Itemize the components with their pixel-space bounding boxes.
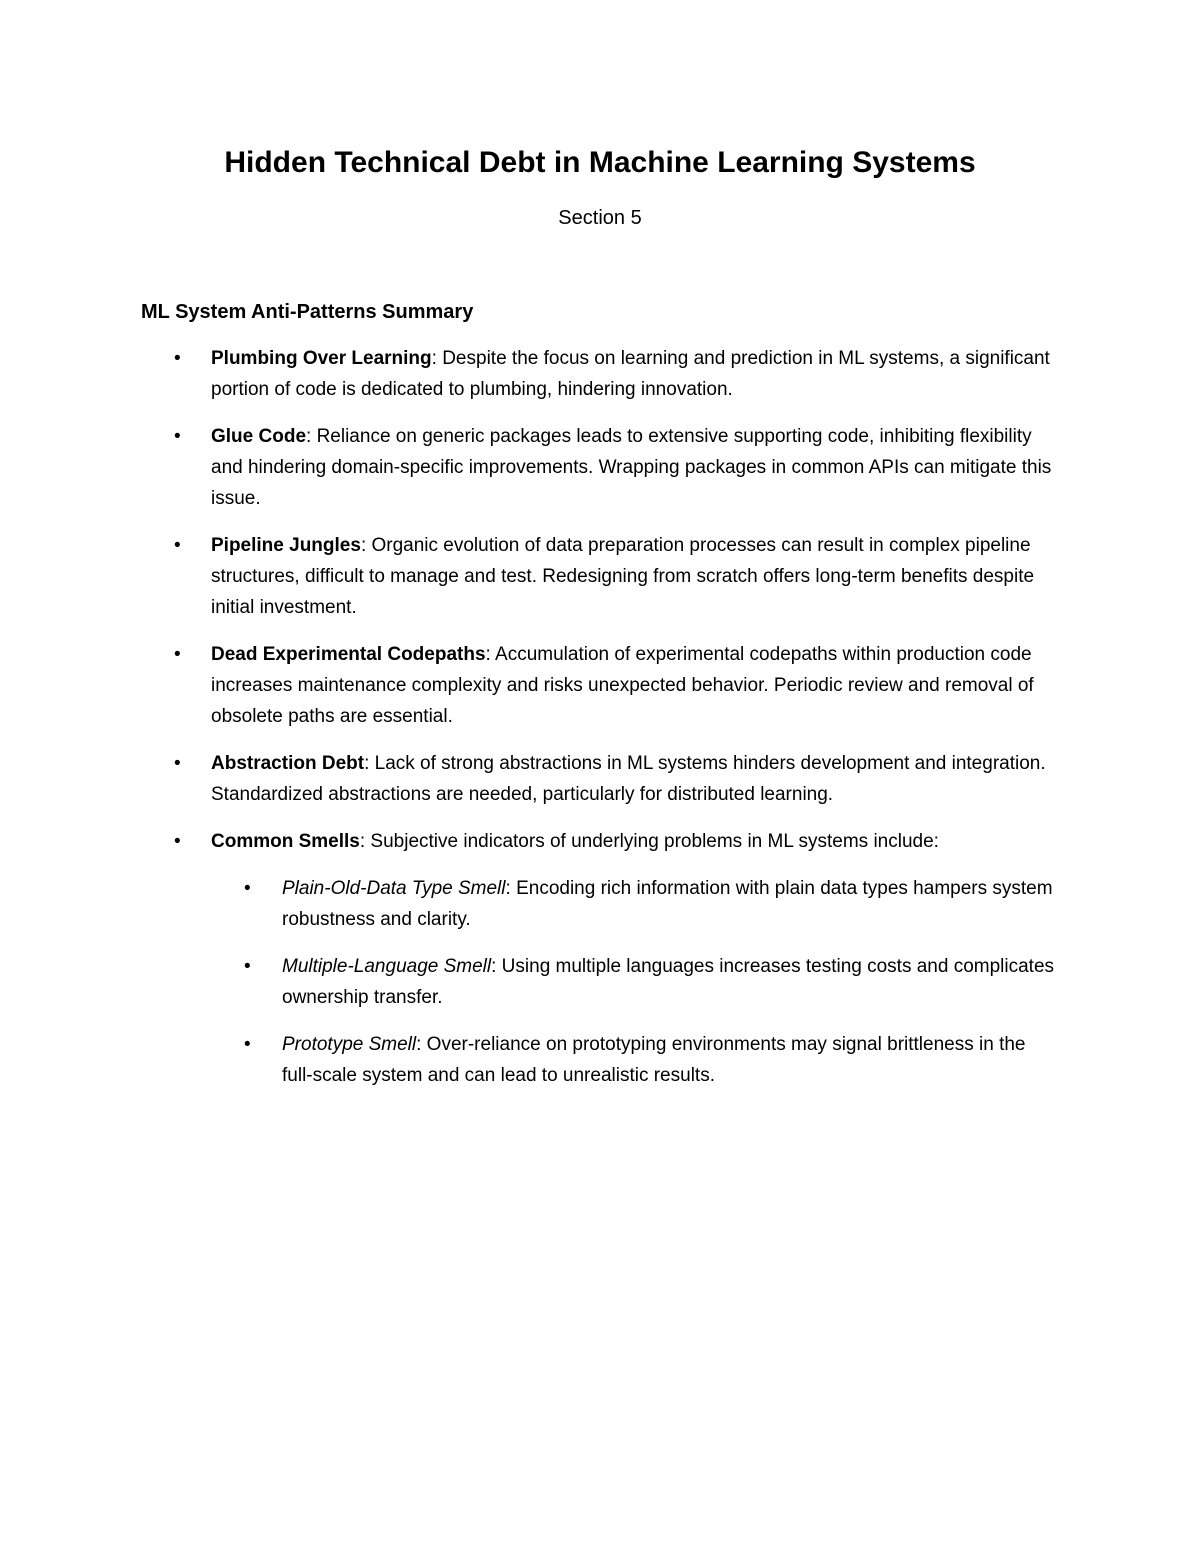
item-description: : Lack of strong abstractions in ML systems hinders development and integration. Standardized abstractions are needed, particularly for distributed learning.: [211, 753, 1046, 805]
subitem-term: Prototype Smell: [282, 1034, 417, 1055]
item-description: : Accumulation of experimental codepaths within production code increases maintenance complexity and risks unexpected behavior. Periodic review and removal of obsolete paths are essential.: [211, 644, 1034, 727]
bullet-icon: •: [174, 644, 181, 665]
section-heading: ML System Anti-Patterns Summary: [141, 301, 474, 323]
smells-sublist: [211, 873, 1061, 1091]
list-item: [141, 639, 1061, 732]
item-term: Plumbing Over Learning: [211, 348, 432, 369]
subitem-term: Multiple-Language Smell: [282, 956, 492, 977]
bullet-icon: •: [174, 831, 181, 852]
item-term: Pipeline Jungles: [211, 535, 361, 556]
bullet-icon: •: [244, 1034, 251, 1055]
bullet-icon: •: [244, 878, 251, 899]
sublist-item: [211, 1029, 1061, 1091]
subitem-term: Plain-Old-Data Type Smell: [282, 878, 506, 899]
item-term: Dead Experimental Codepaths: [211, 644, 486, 665]
subitem-description: : Using multiple languages increases testing costs and complicates ownership transfer.: [282, 956, 1055, 1008]
item-term: Glue Code: [211, 426, 307, 447]
bullet-icon: •: [174, 535, 181, 556]
subitem-description: : Over-reliance on prototyping environments may signal brittleness in the full-scale system and can lead to unrealistic results.: [282, 1034, 1026, 1086]
item-description: : Organic evolution of data preparation processes can result in complex pipeline structures, difficult to manage and test. Redesigning from scratch offers long-term benefits despite initial investment.: [211, 535, 1035, 618]
list-item: [141, 748, 1061, 810]
item-term: Common Smells: [211, 831, 360, 852]
document-subtitle: Section 5: [558, 207, 642, 229]
sublist-item: [211, 951, 1061, 1013]
list-item: [141, 530, 1061, 623]
item-description: : Despite the focus on learning and prediction in ML systems, a significant portion of code is dedicated to plumbing, hindering innovation.: [211, 348, 1050, 400]
item-description: : Subjective indicators of underlying problems in ML systems include:: [359, 831, 939, 852]
anti-patterns-list: [141, 343, 1061, 1107]
document-title: Hidden Technical Debt in Machine Learning Systems: [224, 146, 976, 179]
item-term: Abstraction Debt: [211, 753, 365, 774]
list-item: [141, 826, 1061, 1091]
bullet-icon: •: [174, 753, 181, 774]
bullet-icon: •: [174, 348, 181, 369]
bullet-icon: •: [244, 956, 251, 977]
item-description: : Reliance on generic packages leads to extensive supporting code, inhibiting flexibility and hindering domain-specific improvements. Wrapping packages in common APIs can mitigate this issue.: [211, 426, 1052, 509]
subitem-description: : Encoding rich information with plain data types hampers system robustness and clarity.: [282, 878, 1053, 930]
list-item: [141, 343, 1061, 405]
bullet-icon: •: [174, 426, 181, 447]
list-item: [141, 421, 1061, 514]
sublist-item: [211, 873, 1061, 935]
